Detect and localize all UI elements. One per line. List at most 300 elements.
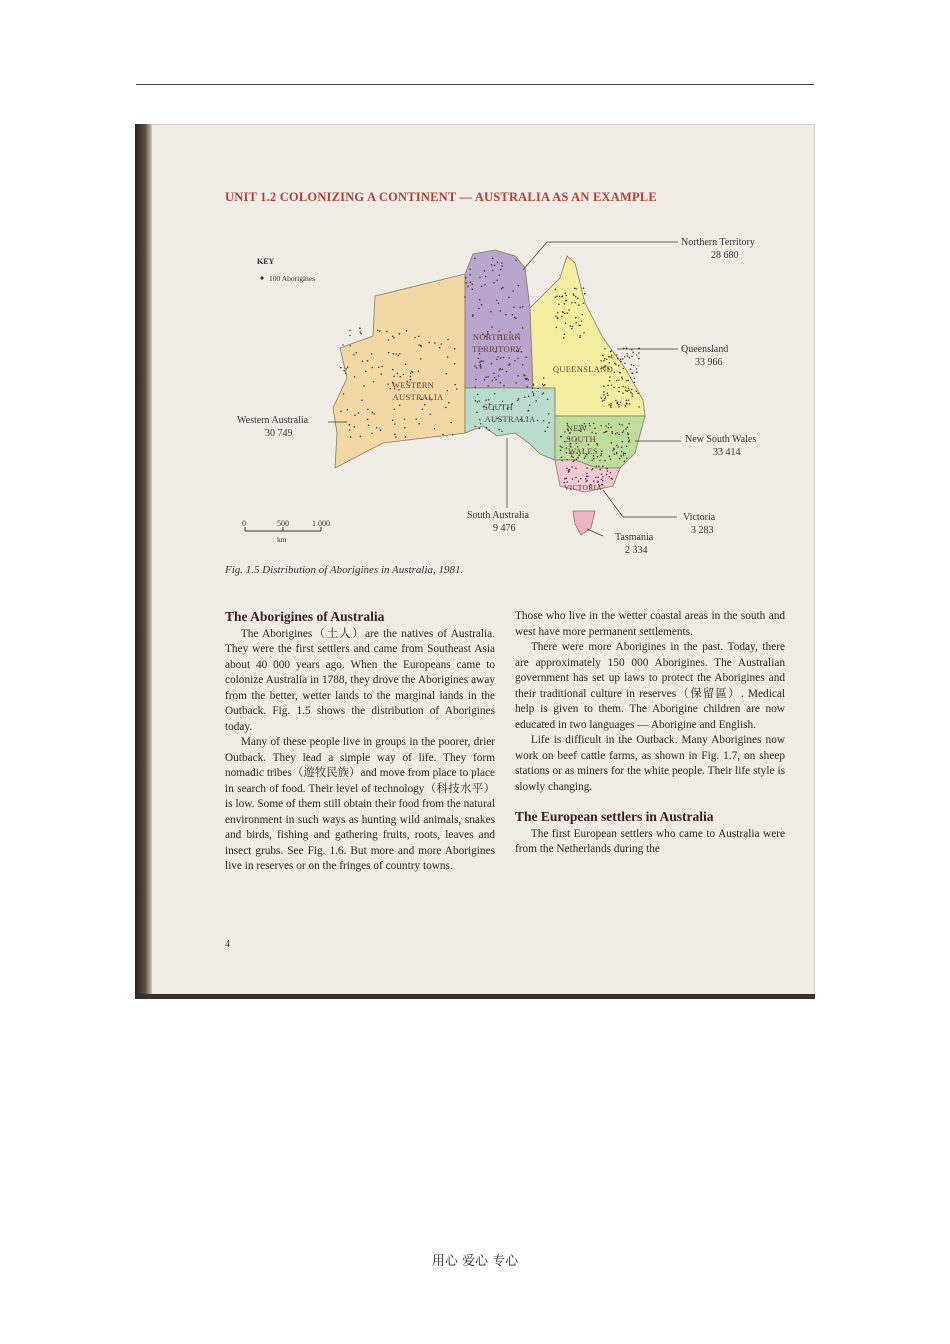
- aborigine-dot: [609, 356, 611, 358]
- aborigine-dot: [564, 431, 566, 433]
- aborigine-dot: [618, 387, 620, 389]
- aborigine-dot: [485, 376, 487, 378]
- aborigine-dot: [476, 367, 478, 369]
- aborigine-dot: [467, 285, 469, 287]
- aborigine-dot: [418, 336, 420, 338]
- aborigine-dot: [612, 478, 614, 480]
- aborigine-dot: [628, 400, 630, 402]
- aborigine-dot: [566, 447, 568, 449]
- aborigine-dot: [393, 353, 395, 355]
- aborigine-dot: [610, 350, 612, 352]
- aborigine-dot: [343, 393, 345, 395]
- aborigine-dot: [631, 389, 633, 391]
- region-western-australia: [333, 274, 465, 468]
- aborigine-dot: [561, 316, 563, 318]
- aborigine-dot: [485, 399, 487, 401]
- aborigine-dot: [625, 387, 627, 389]
- aborigine-dot: [630, 377, 632, 379]
- aborigine-dot: [596, 465, 598, 467]
- aborigine-dot: [621, 377, 623, 379]
- aborigine-dot: [440, 343, 442, 345]
- aborigine-dot: [636, 371, 638, 373]
- aborigine-dot: [556, 327, 558, 329]
- aborigine-dot: [479, 365, 481, 367]
- aborigine-dot: [498, 429, 500, 431]
- aborigine-dot: [404, 427, 406, 429]
- aborigine-dot: [604, 460, 606, 462]
- aborigine-dot: [625, 390, 627, 392]
- aborigine-dot: [544, 431, 546, 433]
- aborigine-dot: [446, 373, 448, 375]
- aborigine-dot: [609, 455, 611, 457]
- aborigine-dot: [617, 358, 619, 360]
- aborigine-dot: [605, 396, 607, 398]
- aborigine-dot: [611, 431, 613, 433]
- aborigine-dot: [619, 458, 621, 460]
- aborigine-dot: [533, 383, 535, 385]
- aborigine-dot: [585, 478, 587, 480]
- aborigine-dot: [474, 257, 476, 259]
- aborigine-dot: [638, 358, 640, 360]
- aborigine-dot: [512, 314, 514, 316]
- aborigine-dot: [615, 433, 617, 435]
- aborigine-dot: [564, 292, 566, 294]
- aborigine-dot: [349, 424, 351, 426]
- aborigine-dot: [367, 360, 369, 362]
- scanned-page: [135, 124, 815, 999]
- aborigine-dot: [578, 481, 580, 483]
- aborigine-dot: [603, 385, 605, 387]
- footer-motto: 用心 爱心 专心: [431, 1254, 519, 1269]
- aborigine-dot: [406, 330, 408, 332]
- aborigine-dot: [586, 473, 588, 475]
- aborigine-dot: [608, 423, 610, 425]
- aborigine-dot: [566, 467, 568, 469]
- aborigine-dot: [617, 432, 619, 434]
- aborigine-dot: [589, 425, 591, 427]
- label-new-south-wales-3: WALES: [568, 446, 598, 456]
- aborigine-dot: [571, 328, 573, 330]
- aborigine-dot: [528, 396, 530, 398]
- aborigine-dot: [631, 355, 633, 357]
- aborigine-dot: [638, 352, 640, 354]
- aborigine-dot: [589, 423, 591, 425]
- aborigine-dot: [497, 261, 499, 263]
- paragraph: The Aborigines（土人）are the natives of Australia. They were the first settlers and came from Southeast Asia about 40 000 years ago. When the Europeans came to colonize Australia in 1788, they drove the Aborigines away from the better, wetter lands to the marginal lands in the Outback. Fig. 1.5 shows the distribution of Aborigines today.: [225, 627, 495, 733]
- aborigine-dot: [574, 302, 576, 304]
- aborigine-dot: [597, 476, 599, 478]
- aborigine-dot: [575, 288, 577, 290]
- aborigine-dot: [418, 344, 420, 346]
- aborigine-dot: [527, 379, 529, 381]
- aborigine-dot: [496, 299, 498, 301]
- aborigine-dot: [522, 306, 524, 308]
- aborigine-dot: [599, 469, 601, 471]
- aborigine-dot: [465, 277, 467, 279]
- aborigine-dot: [610, 427, 612, 429]
- aborigine-dot: [575, 296, 577, 298]
- page-bottom-edge: [135, 994, 815, 999]
- label-western-australia-2: AUSTRALIA: [392, 392, 444, 402]
- aborigine-dot: [607, 470, 609, 472]
- aborigine-dot: [586, 475, 588, 477]
- aborigine-dot: [561, 456, 563, 458]
- aborigine-dot: [434, 428, 436, 430]
- aborigine-dot: [583, 287, 585, 289]
- aborigine-dot: [620, 358, 622, 360]
- aborigine-dot: [350, 436, 352, 438]
- aborigine-dot: [624, 461, 626, 463]
- aborigine-dot: [399, 353, 401, 355]
- aborigine-dot: [447, 356, 449, 358]
- aborigine-dot: [573, 295, 575, 297]
- aborigine-dot: [392, 369, 394, 371]
- aborigine-dot: [616, 354, 618, 356]
- aborigine-dot: [565, 322, 567, 324]
- section-heading-aborigines: The Aborigines of Australia: [225, 609, 385, 624]
- aborigine-dot: [571, 302, 573, 304]
- aborigine-dot: [537, 387, 539, 389]
- key-dot: [260, 276, 263, 279]
- aborigine-dot: [618, 379, 620, 381]
- aborigine-dot: [613, 453, 615, 455]
- aborigine-dot: [604, 348, 606, 350]
- region-south-australia: [465, 388, 555, 460]
- aborigine-dot: [568, 309, 570, 311]
- callout-vic-name: Victoria: [683, 512, 716, 523]
- aborigine-dot: [345, 373, 347, 375]
- aborigine-dot: [476, 412, 478, 414]
- aborigine-dot: [517, 375, 519, 377]
- aborigine-dot: [616, 402, 618, 404]
- aborigine-dot: [405, 436, 407, 438]
- aborigine-dot: [475, 379, 477, 381]
- aborigine-dot: [349, 345, 351, 347]
- aborigine-dot: [629, 439, 631, 441]
- aborigine-dot: [513, 306, 515, 308]
- aborigine-dot: [610, 405, 612, 407]
- aborigine-dot: [542, 383, 544, 385]
- aborigine-dot: [373, 413, 375, 415]
- callout-qld-name: Queensland: [681, 344, 729, 355]
- aborigine-dot: [561, 436, 563, 438]
- aborigine-dot: [622, 358, 624, 360]
- aborigine-dot: [488, 399, 490, 401]
- aborigine-dot: [626, 391, 628, 393]
- aborigine-dot: [428, 342, 430, 344]
- aborigine-dot: [474, 386, 476, 388]
- aborigine-dot: [541, 393, 543, 395]
- aborigine-dot: [532, 387, 534, 389]
- aborigine-dot: [515, 260, 517, 262]
- aborigine-dot: [491, 264, 493, 266]
- aborigine-dot: [618, 433, 620, 435]
- aborigine-dot: [493, 282, 495, 284]
- aborigine-dot: [365, 371, 367, 373]
- aborigine-dot: [610, 472, 612, 474]
- aborigine-dot: [627, 355, 629, 357]
- aborigine-dot: [630, 368, 632, 370]
- aborigine-dot: [621, 451, 623, 453]
- unit-heading: UNIT 1.2 COLONIZING A CONTINENT — AUSTRALIA AS AN EXAMPLE: [225, 190, 657, 204]
- aborigine-dot: [503, 385, 505, 387]
- scale-tick-0: 0: [242, 519, 246, 528]
- aborigine-dot: [560, 449, 562, 451]
- aborigine-dot: [607, 393, 609, 395]
- aborigine-dot: [505, 314, 507, 316]
- aborigine-dot: [514, 317, 516, 319]
- right-column: [515, 609, 785, 858]
- aborigine-dot: [528, 410, 530, 412]
- aborigine-dot: [512, 290, 514, 292]
- aborigine-dot: [494, 393, 496, 395]
- aborigine-dot: [499, 310, 501, 312]
- aborigine-dot: [618, 365, 620, 367]
- callout-tas-value: 2 334: [625, 545, 648, 556]
- aborigine-dot: [561, 447, 563, 449]
- aborigine-dot: [599, 460, 601, 462]
- label-south-australia-2: AUSTRALIA: [484, 414, 536, 424]
- paragraph: Life is difficult in the Outback. Many Aborigines now work on beef cattle farms, as shown in Fig. 1.7, on sheep stations or as miners for the white people. Their life style is slowly changing.: [515, 734, 785, 793]
- aborigine-dot: [595, 477, 597, 479]
- aborigine-dot: [500, 382, 502, 384]
- aborigine-dot: [498, 303, 500, 305]
- aborigine-dot: [501, 288, 503, 290]
- aborigine-dot: [558, 304, 560, 306]
- callout-qld-value: 33 966: [695, 357, 723, 368]
- aborigine-dot: [566, 312, 568, 314]
- aborigine-dot: [629, 357, 631, 359]
- aborigine-dot: [618, 391, 620, 393]
- aborigine-dot: [499, 369, 501, 371]
- aborigine-dot: [439, 347, 441, 349]
- aborigine-dot: [515, 382, 517, 384]
- aborigine-dot: [605, 431, 607, 433]
- aborigine-dot: [611, 384, 613, 386]
- aborigine-dot: [572, 478, 574, 480]
- aborigine-dot: [525, 356, 527, 358]
- aborigine-dot: [399, 333, 401, 335]
- aborigine-dot: [367, 409, 369, 411]
- aborigine-dot: [397, 373, 399, 375]
- aborigine-dot: [608, 404, 610, 406]
- aborigine-dot: [447, 339, 449, 341]
- aborigine-dot: [583, 332, 585, 334]
- aborigine-dot: [555, 296, 557, 298]
- aborigine-dot: [410, 372, 412, 374]
- aborigine-dot: [622, 441, 624, 443]
- aborigine-dot: [477, 394, 479, 396]
- aborigine-dot: [537, 420, 539, 422]
- aborigine-dot: [610, 459, 612, 461]
- aborigine-dot: [491, 363, 493, 365]
- aborigine-dot: [420, 358, 422, 360]
- aborigine-dot: [518, 285, 520, 287]
- aborigine-dot: [487, 376, 489, 378]
- aborigine-dot: [628, 390, 630, 392]
- aborigine-dot: [602, 480, 604, 482]
- aborigine-dot: [480, 364, 482, 366]
- aborigine-dot: [343, 370, 345, 372]
- aborigine-dot: [508, 357, 510, 359]
- aborigine-dot: [360, 436, 362, 438]
- aborigine-dot: [557, 312, 559, 314]
- aborigine-dot: [575, 477, 577, 479]
- aborigine-dot: [620, 361, 622, 363]
- aborigine-dot: [616, 445, 618, 447]
- aborigine-dot: [592, 468, 594, 470]
- aborigine-dot: [358, 412, 360, 414]
- aborigine-dot: [502, 287, 504, 289]
- aborigine-dot: [349, 429, 351, 431]
- label-western-australia-1: WESTERN: [391, 380, 435, 390]
- paragraph: There were more Aborigines in the past. Today, there are approximately 150 000 Aborigines. The Australian government has set up laws to protect the Aborigines and their traditional culture in reserves（保留區）. Medical help is given to them. The Aborigine children are now educated in two languages — Aborigine and English.: [515, 641, 785, 731]
- aborigine-dot: [356, 352, 358, 354]
- aborigine-dot: [474, 365, 476, 367]
- aborigine-dot: [380, 430, 382, 432]
- aborigine-dot: [452, 434, 454, 436]
- aborigine-dot: [602, 355, 604, 357]
- aborigine-dot: [637, 393, 639, 395]
- aborigine-dot: [608, 427, 610, 429]
- aborigine-dot: [500, 368, 502, 370]
- aborigine-dot: [613, 449, 615, 451]
- aborigine-dot: [529, 405, 531, 407]
- aborigine-dot: [359, 327, 361, 329]
- aborigine-dot: [347, 409, 349, 411]
- aborigine-dot: [388, 339, 390, 341]
- aborigine-dot: [381, 366, 383, 368]
- scale-bar: [242, 519, 330, 544]
- aborigine-dot: [591, 459, 593, 461]
- page-binding-shadow: [135, 124, 152, 999]
- aborigine-dot: [555, 315, 557, 317]
- aborigine-dot: [556, 295, 558, 297]
- aborigine-dot: [479, 427, 481, 429]
- aborigine-dot: [571, 466, 573, 468]
- aborigine-dot: [569, 325, 571, 327]
- aborigine-dot: [514, 360, 516, 362]
- aborigine-dot: [622, 386, 624, 388]
- aborigine-dot: [388, 352, 390, 354]
- aborigine-dot: [543, 385, 545, 387]
- aborigine-dot: [479, 419, 481, 421]
- aborigine-dot: [456, 388, 458, 390]
- aborigine-dot: [496, 359, 498, 361]
- label-new-south-wales-2: SOUTH: [566, 434, 596, 444]
- aborigine-dot: [564, 478, 566, 480]
- aborigine-dot: [404, 419, 406, 421]
- aborigine-dot: [628, 423, 630, 425]
- aborigine-dot: [622, 392, 624, 394]
- aborigine-dot: [349, 330, 351, 332]
- aborigine-dot: [502, 369, 504, 371]
- aborigine-dot: [480, 367, 482, 369]
- aborigine-dot: [579, 335, 581, 337]
- aborigine-dot: [379, 330, 381, 332]
- callout-wa-name: Western Australia: [237, 415, 309, 426]
- aborigine-dot: [632, 351, 634, 353]
- aborigine-dot: [469, 274, 471, 276]
- aborigine-dot: [621, 447, 623, 449]
- aborigine-dot: [619, 372, 621, 374]
- aborigine-dot: [496, 280, 498, 282]
- aborigine-dot: [367, 419, 369, 421]
- aborigine-dot: [484, 270, 486, 272]
- aborigine-dot: [362, 361, 364, 363]
- aborigine-dot: [626, 353, 628, 355]
- aborigine-dot: [632, 373, 634, 375]
- aborigine-dot: [603, 360, 605, 362]
- aborigine-dot: [568, 471, 570, 473]
- aborigine-dot: [623, 452, 625, 454]
- aborigine-dot: [487, 385, 489, 387]
- aborigine-dot: [535, 400, 537, 402]
- aborigine-dot: [392, 419, 394, 421]
- aborigine-dot: [533, 395, 535, 397]
- aborigine-dot: [603, 391, 605, 393]
- aborigine-dot: [584, 293, 586, 295]
- aborigine-dot: [524, 397, 526, 399]
- aborigine-dot: [371, 367, 373, 369]
- aborigine-dot: [587, 476, 589, 478]
- label-south-australia-1: SOUTH: [483, 402, 513, 412]
- aborigine-dot: [386, 331, 388, 333]
- aborigine-dot: [517, 400, 519, 402]
- aborigine-dot: [484, 284, 486, 286]
- aborigine-dot: [547, 399, 549, 401]
- callout-vic-value: 3 283: [691, 525, 714, 536]
- aborigine-dot: [494, 377, 496, 379]
- aborigine-dot: [564, 313, 566, 315]
- aborigine-dot: [393, 376, 395, 378]
- aborigine-dot: [360, 333, 362, 335]
- aborigine-dot: [559, 296, 561, 298]
- aborigine-dot: [342, 344, 344, 346]
- aborigine-dot: [500, 357, 502, 359]
- aborigine-dot: [498, 274, 500, 276]
- aborigine-dot: [509, 363, 511, 365]
- aborigine-dot: [610, 403, 612, 405]
- aborigine-dot: [601, 451, 603, 453]
- aborigine-dot: [518, 398, 520, 400]
- aborigine-dot: [634, 381, 636, 383]
- aborigine-dot: [614, 371, 616, 373]
- callout-sa-value: 9 476: [493, 523, 516, 534]
- aborigine-dot: [565, 300, 567, 302]
- aborigine-dot: [490, 311, 492, 313]
- aborigine-dot: [596, 443, 598, 445]
- aborigine-dot: [601, 453, 603, 455]
- aborigine-dot: [636, 391, 638, 393]
- section-heading-european-settlers: The European settlers in Australia: [515, 809, 714, 824]
- aborigine-dot: [506, 371, 508, 373]
- aborigine-dot: [522, 327, 524, 329]
- aborigine-dot: [378, 367, 380, 369]
- aborigine-dot: [361, 400, 363, 402]
- header-rule: [136, 84, 814, 85]
- aborigine-dot: [627, 434, 629, 436]
- aborigine-dot: [600, 425, 602, 427]
- aborigine-dot: [636, 354, 638, 356]
- label-victoria: VICTORIA: [563, 483, 603, 492]
- aborigine-dot: [609, 376, 611, 378]
- aborigine-dot: [448, 402, 450, 404]
- aborigine-dot: [612, 450, 614, 452]
- aborigine-dot: [610, 407, 612, 409]
- aborigine-dot: [573, 460, 575, 462]
- aborigine-dot: [625, 453, 627, 455]
